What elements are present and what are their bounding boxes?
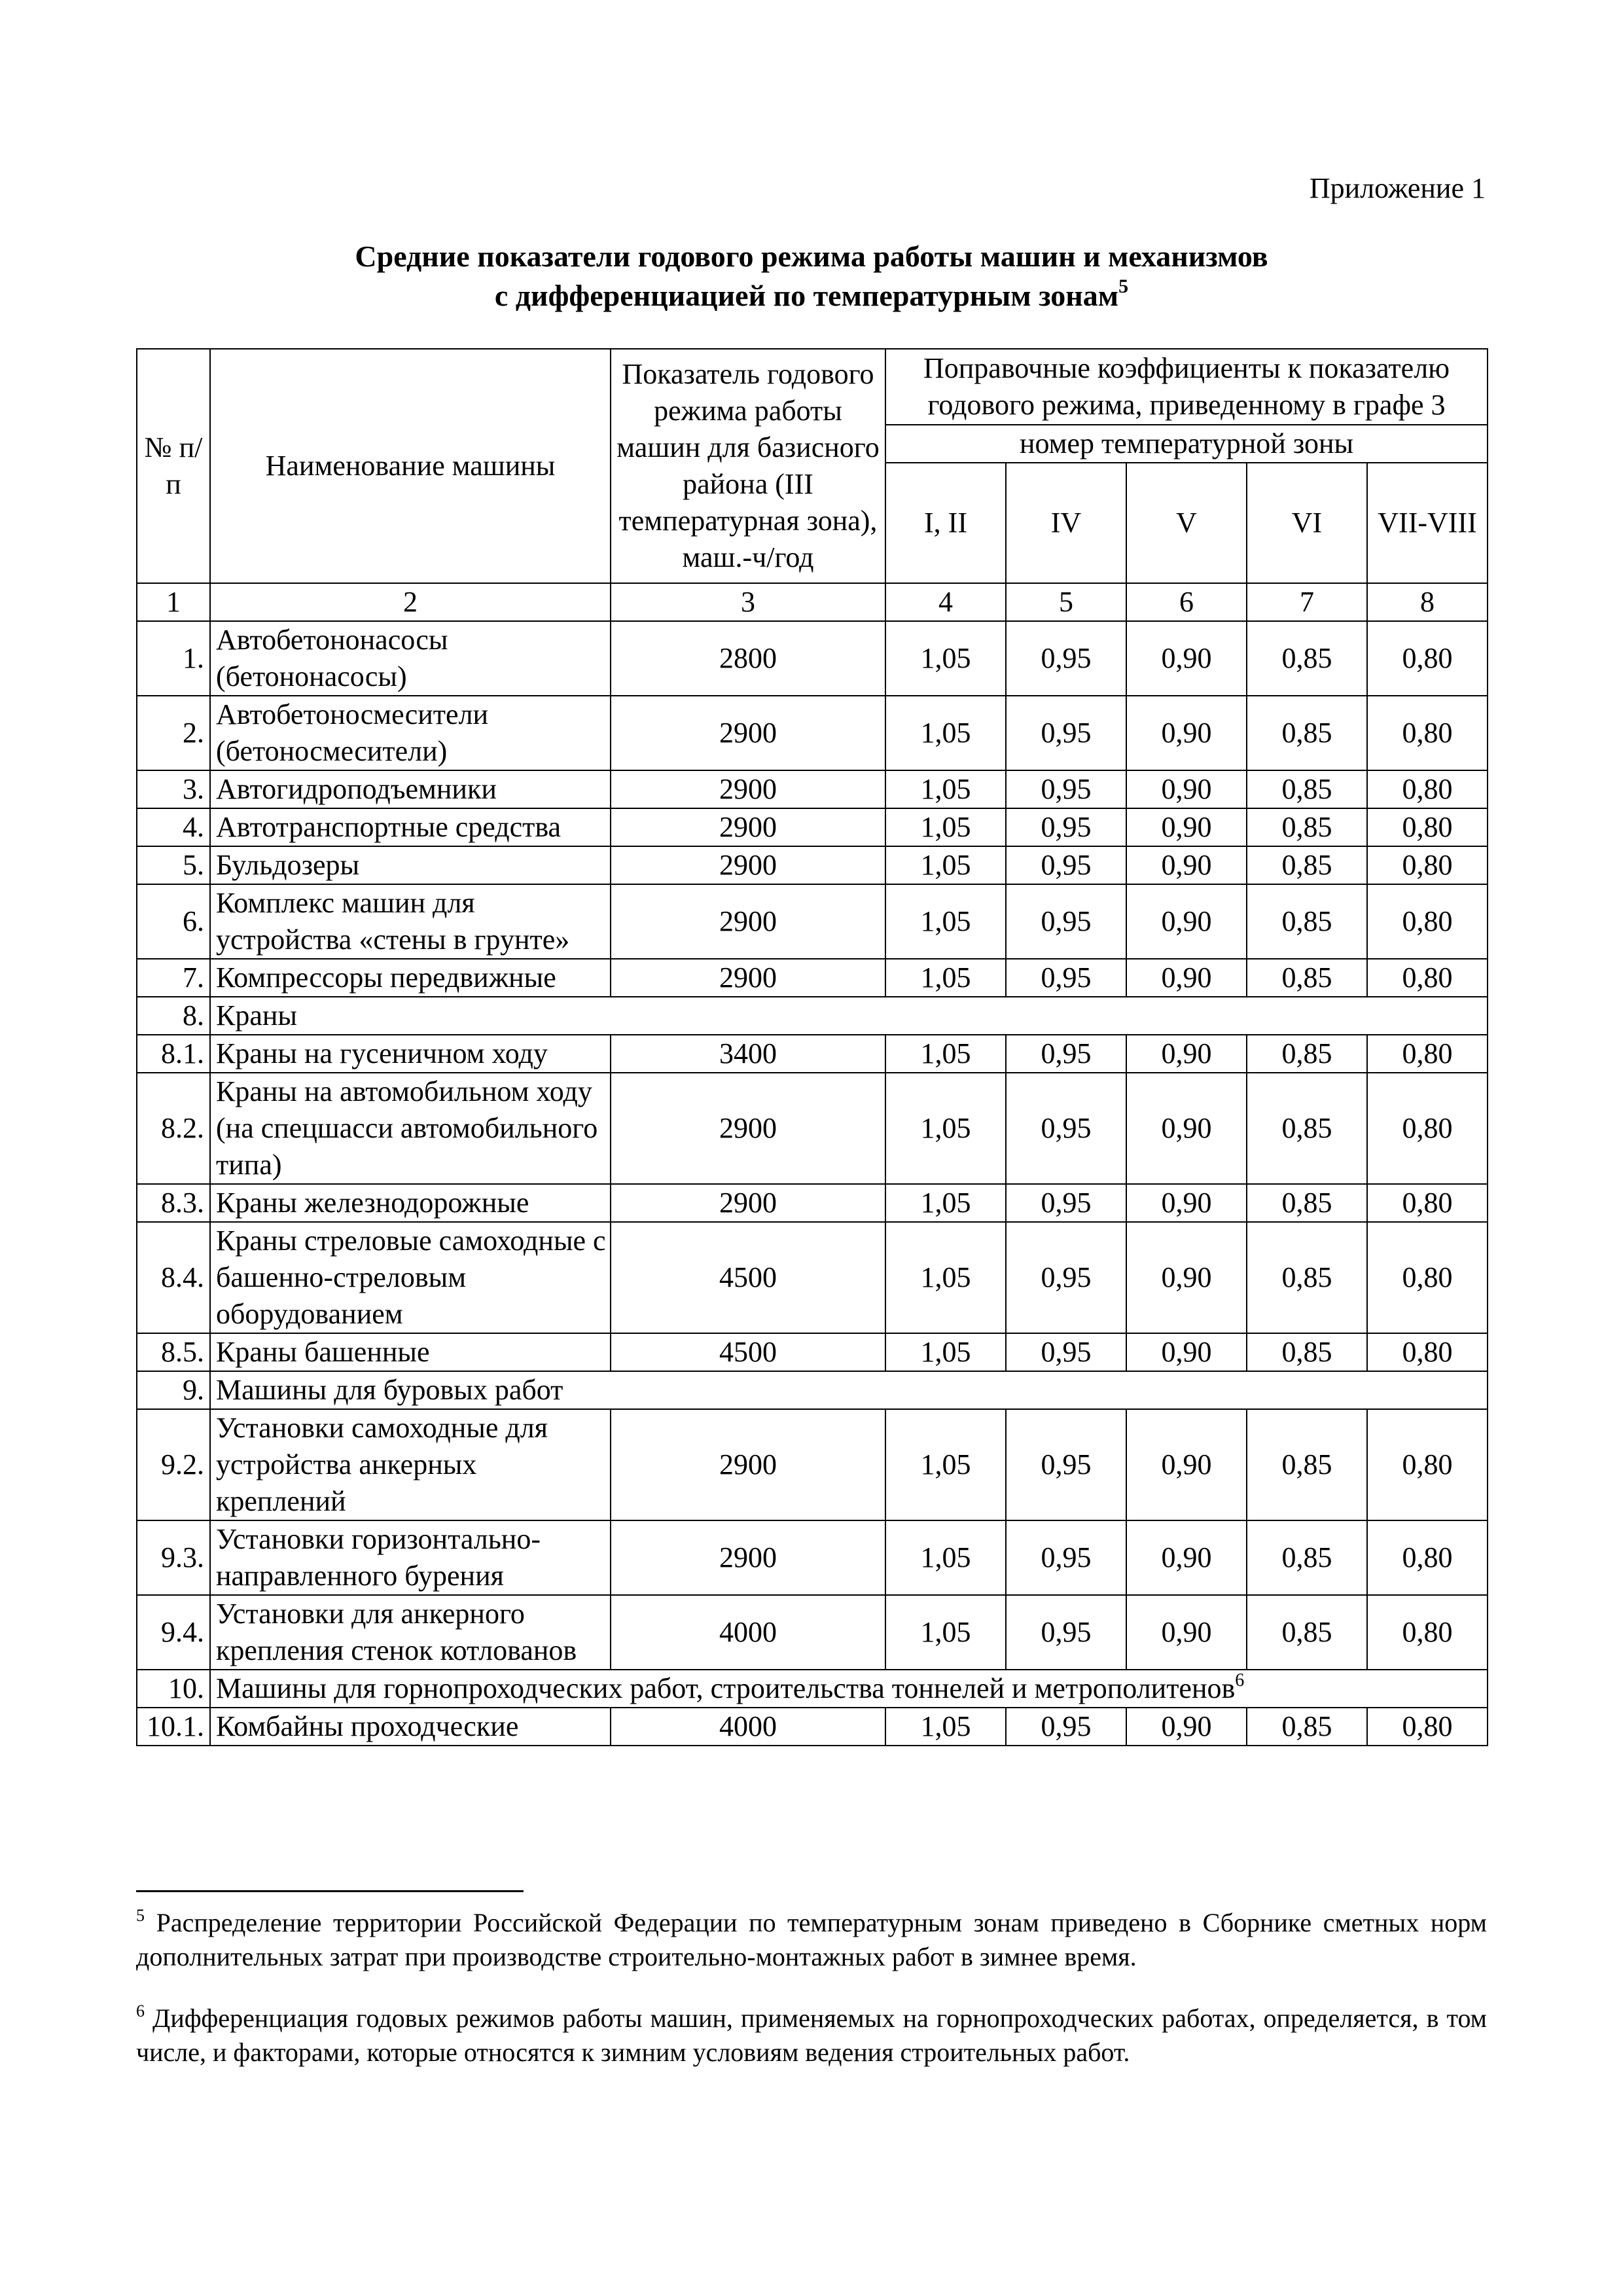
row-number: 5. [137, 846, 210, 884]
coefficient-value: 0,80 [1367, 621, 1488, 696]
table-row [137, 884, 1488, 959]
table-row [137, 1073, 1488, 1184]
column-number: 1 [137, 583, 210, 621]
coefficient-value: 0,90 [1126, 1520, 1247, 1595]
coefficient-value: 0,80 [1367, 1595, 1488, 1670]
indicator-value: 4500 [611, 1222, 885, 1333]
coefficient-value: 0,85 [1247, 1333, 1367, 1371]
indicator-value: 2900 [611, 1409, 885, 1520]
coefficient-value: 1,05 [885, 846, 1006, 884]
machine-name: Краны башенные [210, 1333, 611, 1371]
row-number: 10. [137, 1670, 210, 1708]
machine-name: Установки горизонтально-направленного бурения [210, 1520, 611, 1595]
indicator-value: 2900 [611, 846, 885, 884]
footnote-5 [136, 1906, 1487, 1974]
coefficient-value: 0,80 [1367, 1333, 1488, 1371]
header-zone: I, II [885, 463, 1006, 583]
appendix-label: Приложение 1 [1309, 172, 1486, 204]
table-row [137, 696, 1488, 770]
coefficient-value: 0,80 [1367, 1184, 1488, 1222]
row-number: 8.4. [137, 1222, 210, 1333]
machine-name: Автотранспортные средства [210, 808, 611, 846]
coefficient-value: 1,05 [885, 1333, 1006, 1371]
coefficient-value: 0,80 [1367, 1035, 1488, 1073]
coefficient-value: 0,80 [1367, 770, 1488, 808]
coefficient-value: 0,95 [1006, 1035, 1126, 1073]
footnote-5-ref: 5 [136, 1906, 145, 1925]
coefficient-value: 0,90 [1126, 1073, 1247, 1184]
table-row [137, 1035, 1488, 1073]
indicator-value: 4000 [611, 1595, 885, 1670]
coefficient-value: 0,80 [1367, 884, 1488, 959]
header-zone-number: номер температурной зоны [885, 425, 1488, 463]
indicator-value: 2900 [611, 1520, 885, 1595]
machine-name: Краны на гусеничном ходу [210, 1035, 611, 1073]
header-zone: V [1126, 463, 1247, 583]
title-line-1: Средние показатели годового режима работы машин и механизмов [355, 240, 1268, 273]
document-title [134, 237, 1489, 315]
row-number: 9. [137, 1371, 210, 1409]
indicator-value: 4500 [611, 1333, 885, 1371]
table-row [137, 1333, 1488, 1371]
column-number: 8 [1367, 583, 1488, 621]
coefficient-value: 0,80 [1367, 959, 1488, 997]
coefficient-value: 0,90 [1126, 959, 1247, 997]
column-number: 5 [1006, 583, 1126, 621]
machine-name: Комплекс машин для устройства «стены в грунте» [210, 884, 611, 959]
machine-name: Автобетоносмесители (бетоносмесители) [210, 696, 611, 770]
coefficient-value: 0,95 [1006, 1708, 1126, 1746]
coefficient-value: 0,90 [1126, 1222, 1247, 1333]
indicator-value: 2800 [611, 621, 885, 696]
row-number: 9.4. [137, 1595, 210, 1670]
coefficient-value: 0,95 [1006, 696, 1126, 770]
table-row [137, 1222, 1488, 1333]
coefficient-value: 0,85 [1247, 621, 1367, 696]
coefficient-value: 0,95 [1006, 1073, 1126, 1184]
coefficient-value: 0,95 [1006, 959, 1126, 997]
header-row-1 [137, 349, 1488, 425]
coefficient-value: 1,05 [885, 1595, 1006, 1670]
row-number: 1. [137, 621, 210, 696]
coefficient-value: 1,05 [885, 1409, 1006, 1520]
group-row [137, 1670, 1488, 1708]
machine-name: Краны железнодорожные [210, 1184, 611, 1222]
indicator-value: 2900 [611, 1184, 885, 1222]
indicator-value: 2900 [611, 1073, 885, 1184]
machine-name: Установки для анкерного крепления стенок котлованов [210, 1595, 611, 1670]
coefficient-value: 0,85 [1247, 1595, 1367, 1670]
coefficient-value: 0,85 [1247, 884, 1367, 959]
title-footnote-ref: 5 [1118, 276, 1129, 297]
coefficient-value: 0,90 [1126, 1333, 1247, 1371]
machine-name: Автогидроподъемники [210, 770, 611, 808]
column-number: 2 [210, 583, 611, 621]
table-row [137, 1184, 1488, 1222]
indicator-value: 3400 [611, 1035, 885, 1073]
machine-name [210, 1670, 1488, 1708]
machine-name: Краны на автомобильном ходу (на спецшасси автомобильного типа) [210, 1073, 611, 1184]
coefficient-value: 0,90 [1126, 1595, 1247, 1670]
title-line-2-text: с дифференциацией по температурным зонам [494, 279, 1119, 312]
coefficient-value: 1,05 [885, 1708, 1006, 1746]
footnote-5-text: Распределение территории Российской Федерации по температурным зонам приведено в Сборнике сметных норм дополнительных затрат при производстве строительно-монтажных работ в зимнее время. [136, 1908, 1487, 1971]
coefficient-value: 1,05 [885, 1184, 1006, 1222]
coefficient-value: 0,95 [1006, 1222, 1126, 1333]
coefficient-value: 0,95 [1006, 621, 1126, 696]
coefficient-value: 0,80 [1367, 1520, 1488, 1595]
coefficient-value: 1,05 [885, 1073, 1006, 1184]
machine-name: Бульдозеры [210, 846, 611, 884]
row-number: 9.2. [137, 1409, 210, 1520]
table-body [137, 349, 1488, 1746]
group-name-text: Краны [216, 999, 297, 1031]
table-row [137, 1708, 1488, 1746]
header-indicator: Показатель годового режима работы машин для базисного района (III температурная зона), маш.-ч/год [611, 349, 885, 583]
row-number: 8.1. [137, 1035, 210, 1073]
coefficient-value: 0,95 [1006, 1184, 1126, 1222]
group-row [137, 997, 1488, 1035]
column-number: 3 [611, 583, 885, 621]
coefficient-value: 0,85 [1247, 1222, 1367, 1333]
coefficient-value: 0,80 [1367, 808, 1488, 846]
table-row [137, 808, 1488, 846]
coefficient-value: 0,80 [1367, 1073, 1488, 1184]
coefficient-value: 0,85 [1247, 846, 1367, 884]
coefficient-value: 0,90 [1126, 1708, 1247, 1746]
title-line-2 [134, 276, 1489, 315]
machine-name: Компрессоры передвижные [210, 959, 611, 997]
coefficient-value: 1,05 [885, 1222, 1006, 1333]
table-row [137, 846, 1488, 884]
coefficient-value: 0,85 [1247, 770, 1367, 808]
footnote-separator [136, 1890, 524, 1892]
coefficient-value: 0,80 [1367, 1409, 1488, 1520]
machines-table [136, 348, 1488, 1746]
coefficient-value: 0,85 [1247, 1708, 1367, 1746]
coefficient-value: 1,05 [885, 884, 1006, 959]
header-zone: IV [1006, 463, 1126, 583]
coefficient-value: 0,85 [1247, 1409, 1367, 1520]
row-number: 8. [137, 997, 210, 1035]
row-number: 9.3. [137, 1520, 210, 1595]
coefficient-value: 0,90 [1126, 884, 1247, 959]
machine-name: Установки самоходные для устройства анкерных креплений [210, 1409, 611, 1520]
coefficient-value: 0,95 [1006, 846, 1126, 884]
coefficient-value: 1,05 [885, 1520, 1006, 1595]
row-number: 10.1. [137, 1708, 210, 1746]
coefficient-value: 1,05 [885, 959, 1006, 997]
coefficient-value: 0,95 [1006, 770, 1126, 808]
header-zone: VI [1247, 463, 1367, 583]
table-row [137, 1595, 1488, 1670]
coefficient-value: 1,05 [885, 1035, 1006, 1073]
row-number: 3. [137, 770, 210, 808]
machine-name: Автобетононасосы (бетононасосы) [210, 621, 611, 696]
coefficient-value: 0,85 [1247, 1073, 1367, 1184]
indicator-value: 2900 [611, 884, 885, 959]
table-row [137, 621, 1488, 696]
row-number: 4. [137, 808, 210, 846]
coefficient-value: 0,90 [1126, 1035, 1247, 1073]
column-number: 4 [885, 583, 1006, 621]
coefficient-value: 0,95 [1006, 884, 1126, 959]
table-row [137, 1520, 1488, 1595]
group-name-text: Машины для буровых работ [216, 1374, 563, 1406]
footnote-6-text: Дифференциация годовых режимов работы машин, применяемых на горнопроходческих работах, определяется, в том числе, и факторами, которые относятся к зимним условиям ведения строительных работ. [136, 2003, 1487, 2067]
machine-name [210, 1371, 1488, 1409]
machine-name: Комбайны проходческие [210, 1708, 611, 1746]
coefficient-value: 0,90 [1126, 621, 1247, 696]
row-number: 8.5. [137, 1333, 210, 1371]
coefficient-value: 0,80 [1367, 696, 1488, 770]
coefficient-value: 0,95 [1006, 1595, 1126, 1670]
coefficient-value: 0,95 [1006, 1333, 1126, 1371]
column-numbers-row [137, 583, 1488, 621]
header-num: № п/п [137, 349, 210, 583]
indicator-value: 2900 [611, 808, 885, 846]
header-coefficients: Поправочные коэффициенты к показателю годового режима, приведенному в графе 3 [885, 349, 1488, 425]
footnote-ref: 6 [1235, 1670, 1245, 1691]
coefficient-value: 0,85 [1247, 696, 1367, 770]
coefficient-value: 0,85 [1247, 1184, 1367, 1222]
indicator-value: 2900 [611, 696, 885, 770]
machine-name [210, 997, 1488, 1035]
row-number: 8.2. [137, 1073, 210, 1184]
row-number: 7. [137, 959, 210, 997]
coefficient-value: 0,85 [1247, 1035, 1367, 1073]
coefficient-value: 0,80 [1367, 1708, 1488, 1746]
coefficient-value: 0,85 [1247, 808, 1367, 846]
group-row [137, 1371, 1488, 1409]
row-number: 6. [137, 884, 210, 959]
table-row [137, 959, 1488, 997]
coefficient-value: 0,90 [1126, 770, 1247, 808]
coefficient-value: 0,95 [1006, 1409, 1126, 1520]
footnote-6 [136, 2001, 1487, 2070]
header-zone: VII-VIII [1367, 463, 1488, 583]
column-number: 6 [1126, 583, 1247, 621]
coefficient-value: 0,85 [1247, 959, 1367, 997]
coefficient-value: 0,95 [1006, 1520, 1126, 1595]
coefficient-value: 0,80 [1367, 1222, 1488, 1333]
row-number: 2. [137, 696, 210, 770]
row-number: 8.3. [137, 1184, 210, 1222]
coefficient-value: 0,90 [1126, 846, 1247, 884]
machine-name: Краны стреловые самоходные с башенно-стреловым оборудованием [210, 1222, 611, 1333]
coefficient-value: 0,95 [1006, 808, 1126, 846]
group-name-text: Машины для горнопроходческих работ, строительства тоннелей и метрополитенов [216, 1672, 1236, 1704]
table-row [137, 770, 1488, 808]
column-number: 7 [1247, 583, 1367, 621]
coefficient-value: 0,90 [1126, 1409, 1247, 1520]
coefficient-value: 0,90 [1126, 696, 1247, 770]
indicator-value: 2900 [611, 959, 885, 997]
footnote-6-ref: 6 [136, 2001, 145, 2020]
indicator-value: 4000 [611, 1708, 885, 1746]
coefficient-value: 0,85 [1247, 1520, 1367, 1595]
coefficient-value: 1,05 [885, 770, 1006, 808]
coefficient-value: 1,05 [885, 808, 1006, 846]
coefficient-value: 0,80 [1367, 846, 1488, 884]
table-row [137, 1409, 1488, 1520]
coefficient-value: 0,90 [1126, 1184, 1247, 1222]
coefficient-value: 0,90 [1126, 808, 1247, 846]
coefficient-value: 1,05 [885, 696, 1006, 770]
coefficient-value: 1,05 [885, 621, 1006, 696]
indicator-value: 2900 [611, 770, 885, 808]
header-name: Наименование машины [210, 349, 611, 583]
